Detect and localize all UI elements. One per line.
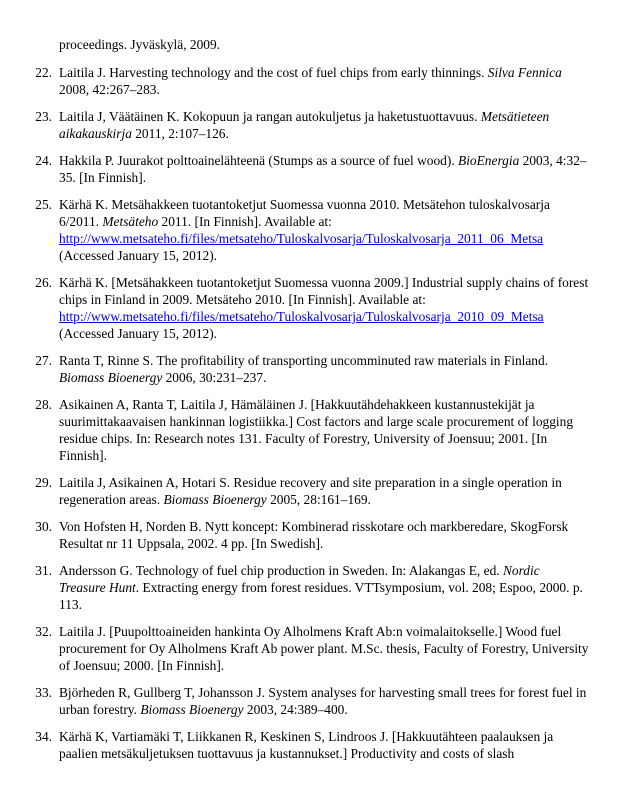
reference-number: 22. <box>35 65 52 80</box>
reference-text: Laitila J. [Puupolttoaineiden hankinta Oy Alholmens Kraft Ab:n voimalaitokselle.] Wood fuel procurement for Oy Alholmens Kraft Ab power plant. M.Sc. thesis, Faculty of Forestry, University of Joensuu; 2000. [In Finnish]. <box>59 624 589 673</box>
reference-list <box>0 64 617 772</box>
reference-number: 29. <box>35 475 52 490</box>
reference-text: 2003, 24:389–400. <box>243 702 348 717</box>
reference-number: 23. <box>35 109 52 124</box>
reference-text: Kärhä K. [Metsähakkeen tuotantoketjut Suomessa vuonna 2009.] Industrial supply chains of forest chips in Finland in 2009. Metsäteho 2010. [In Finnish]. Available at: <box>59 275 589 307</box>
reference-text: (Accessed January 15, 2012). <box>59 248 218 263</box>
reference-text: 2011. [In Finnish]. Available at: <box>158 214 332 229</box>
reference-item <box>0 623 617 674</box>
reference-item <box>0 152 617 186</box>
journal-title: Nordic Treasure Hunt <box>59 563 540 595</box>
journal-title: Silva Fennica <box>487 65 562 80</box>
reference-item <box>0 396 617 464</box>
reference-item <box>0 562 617 613</box>
reference-item <box>0 474 617 508</box>
journal-title: Biomass Bioenergy <box>140 702 244 717</box>
reference-url-link[interactable]: http://www.metsateho.fi/files/metsateho/Tuloskalvosarja/Tuloskalvosarja_2010_09_Metsa <box>59 309 544 324</box>
reference-item <box>0 684 617 718</box>
reference-text: . Extracting energy from forest residues. VTTsymposium, vol. 208; Espoo, 2000. p. 113. <box>59 580 583 612</box>
reference-item <box>0 274 617 342</box>
reference-text: Kärhä K, Vartiamäki T, Liikkanen R, Keskinen S, Lindroos J. [Hakkuutähteen paalauksen ja paalien metsäkuljetuksen tuottavuus ja kustannukset.] Productivity and costs of slash <box>59 729 554 761</box>
reference-number: 26. <box>35 275 52 290</box>
reference-text: Kärhä K. Metsähakkeen tuotantoketjut Suomessa vuonna 2010. Metsätehon tuloskalvosarja 6/2011. <box>59 197 550 229</box>
journal-title: Biomass Bioenergy <box>163 492 267 507</box>
reference-number: 33. <box>35 685 52 700</box>
reference-text: 2006, 30:231–237. <box>162 370 267 385</box>
journal-title: BioEnergia <box>458 153 520 168</box>
reference-text: Laitila J, Asikainen A, Hotari S. Residue recovery and site preparation in a single operation in regeneration areas. <box>59 475 562 507</box>
reference-number: 24. <box>35 153 52 168</box>
reference-number: 25. <box>35 197 52 212</box>
reference-number: 27. <box>35 353 52 368</box>
reference-item <box>0 518 617 552</box>
reference-item <box>0 352 617 386</box>
reference-number: 34. <box>35 729 52 744</box>
reference-text: 2005, 28:161–169. <box>266 492 371 507</box>
journal-title: Biomass Bioenergy <box>59 370 163 385</box>
reference-text: Laitila J, Väätäinen K. Kokopuun ja rangan autokuljetus ja haketustuottavuus. <box>59 109 481 124</box>
reference-text: 2003, 4:32–35. [In Finnish]. <box>59 153 587 185</box>
reference-item <box>0 108 617 142</box>
continued-reference-text: proceedings. Jyväskylä, 2009. <box>59 37 221 52</box>
reference-number: 28. <box>35 397 52 412</box>
reference-text: Ranta T, Rinne S. The profitability of transporting uncomminuted raw materials in Finland. <box>59 353 549 368</box>
reference-item <box>0 64 617 98</box>
journal-title: Metsätieteen aikakauskirja <box>59 109 550 141</box>
reference-text: Björheden R, Gullberg T, Johansson J. System analyses for harvesting small trees for forest fuel in urban forestry. <box>59 685 587 717</box>
reference-number: 32. <box>35 624 52 639</box>
reference-text: Von Hofsten H, Norden B. Nytt koncept: Kombinerad risskotare och markberedare, SkogForsk Resultat nr 11 Uppsala, 2002. 4 pp. [In Swedish]. <box>59 519 569 551</box>
reference-number: 31. <box>35 563 52 578</box>
reference-text: 2008, 42:267–283. <box>59 82 160 97</box>
reference-text: Asikainen A, Ranta T, Laitila J, Hämäläinen J. [Hakkuutähdehakkeen kustannustekijät ja suurimittakaavaisen hankinnan logistiikka.] Cost factors and large scale procurement of logging residue chips. In: Research notes 131. Faculty of Forestry, University of Joensuu; 2001. [In Finnish]. <box>59 397 574 463</box>
reference-text: 2011, 2:107–126. <box>131 126 229 141</box>
reference-item <box>0 196 617 264</box>
reference-url-link[interactable]: http://www.metsateho.fi/files/metsateho/Tuloskalvosarja/Tuloskalvosarja_2011_06_Metsa <box>59 231 544 246</box>
reference-text: Laitila J. Harvesting technology and the cost of fuel chips from early thinnings. <box>59 65 488 80</box>
reference-text: Andersson G. Technology of fuel chip production in Sweden. In: Alakangas E, ed. <box>59 563 503 578</box>
reference-text: Hakkila P. Juurakot polttoainelähteenä (Stumps as a source of fuel wood). <box>59 153 459 168</box>
reference-number: 30. <box>35 519 52 534</box>
reference-item <box>0 728 617 762</box>
reference-text: (Accessed January 15, 2012). <box>59 326 218 341</box>
journal-title: Metsäteho <box>102 214 159 229</box>
